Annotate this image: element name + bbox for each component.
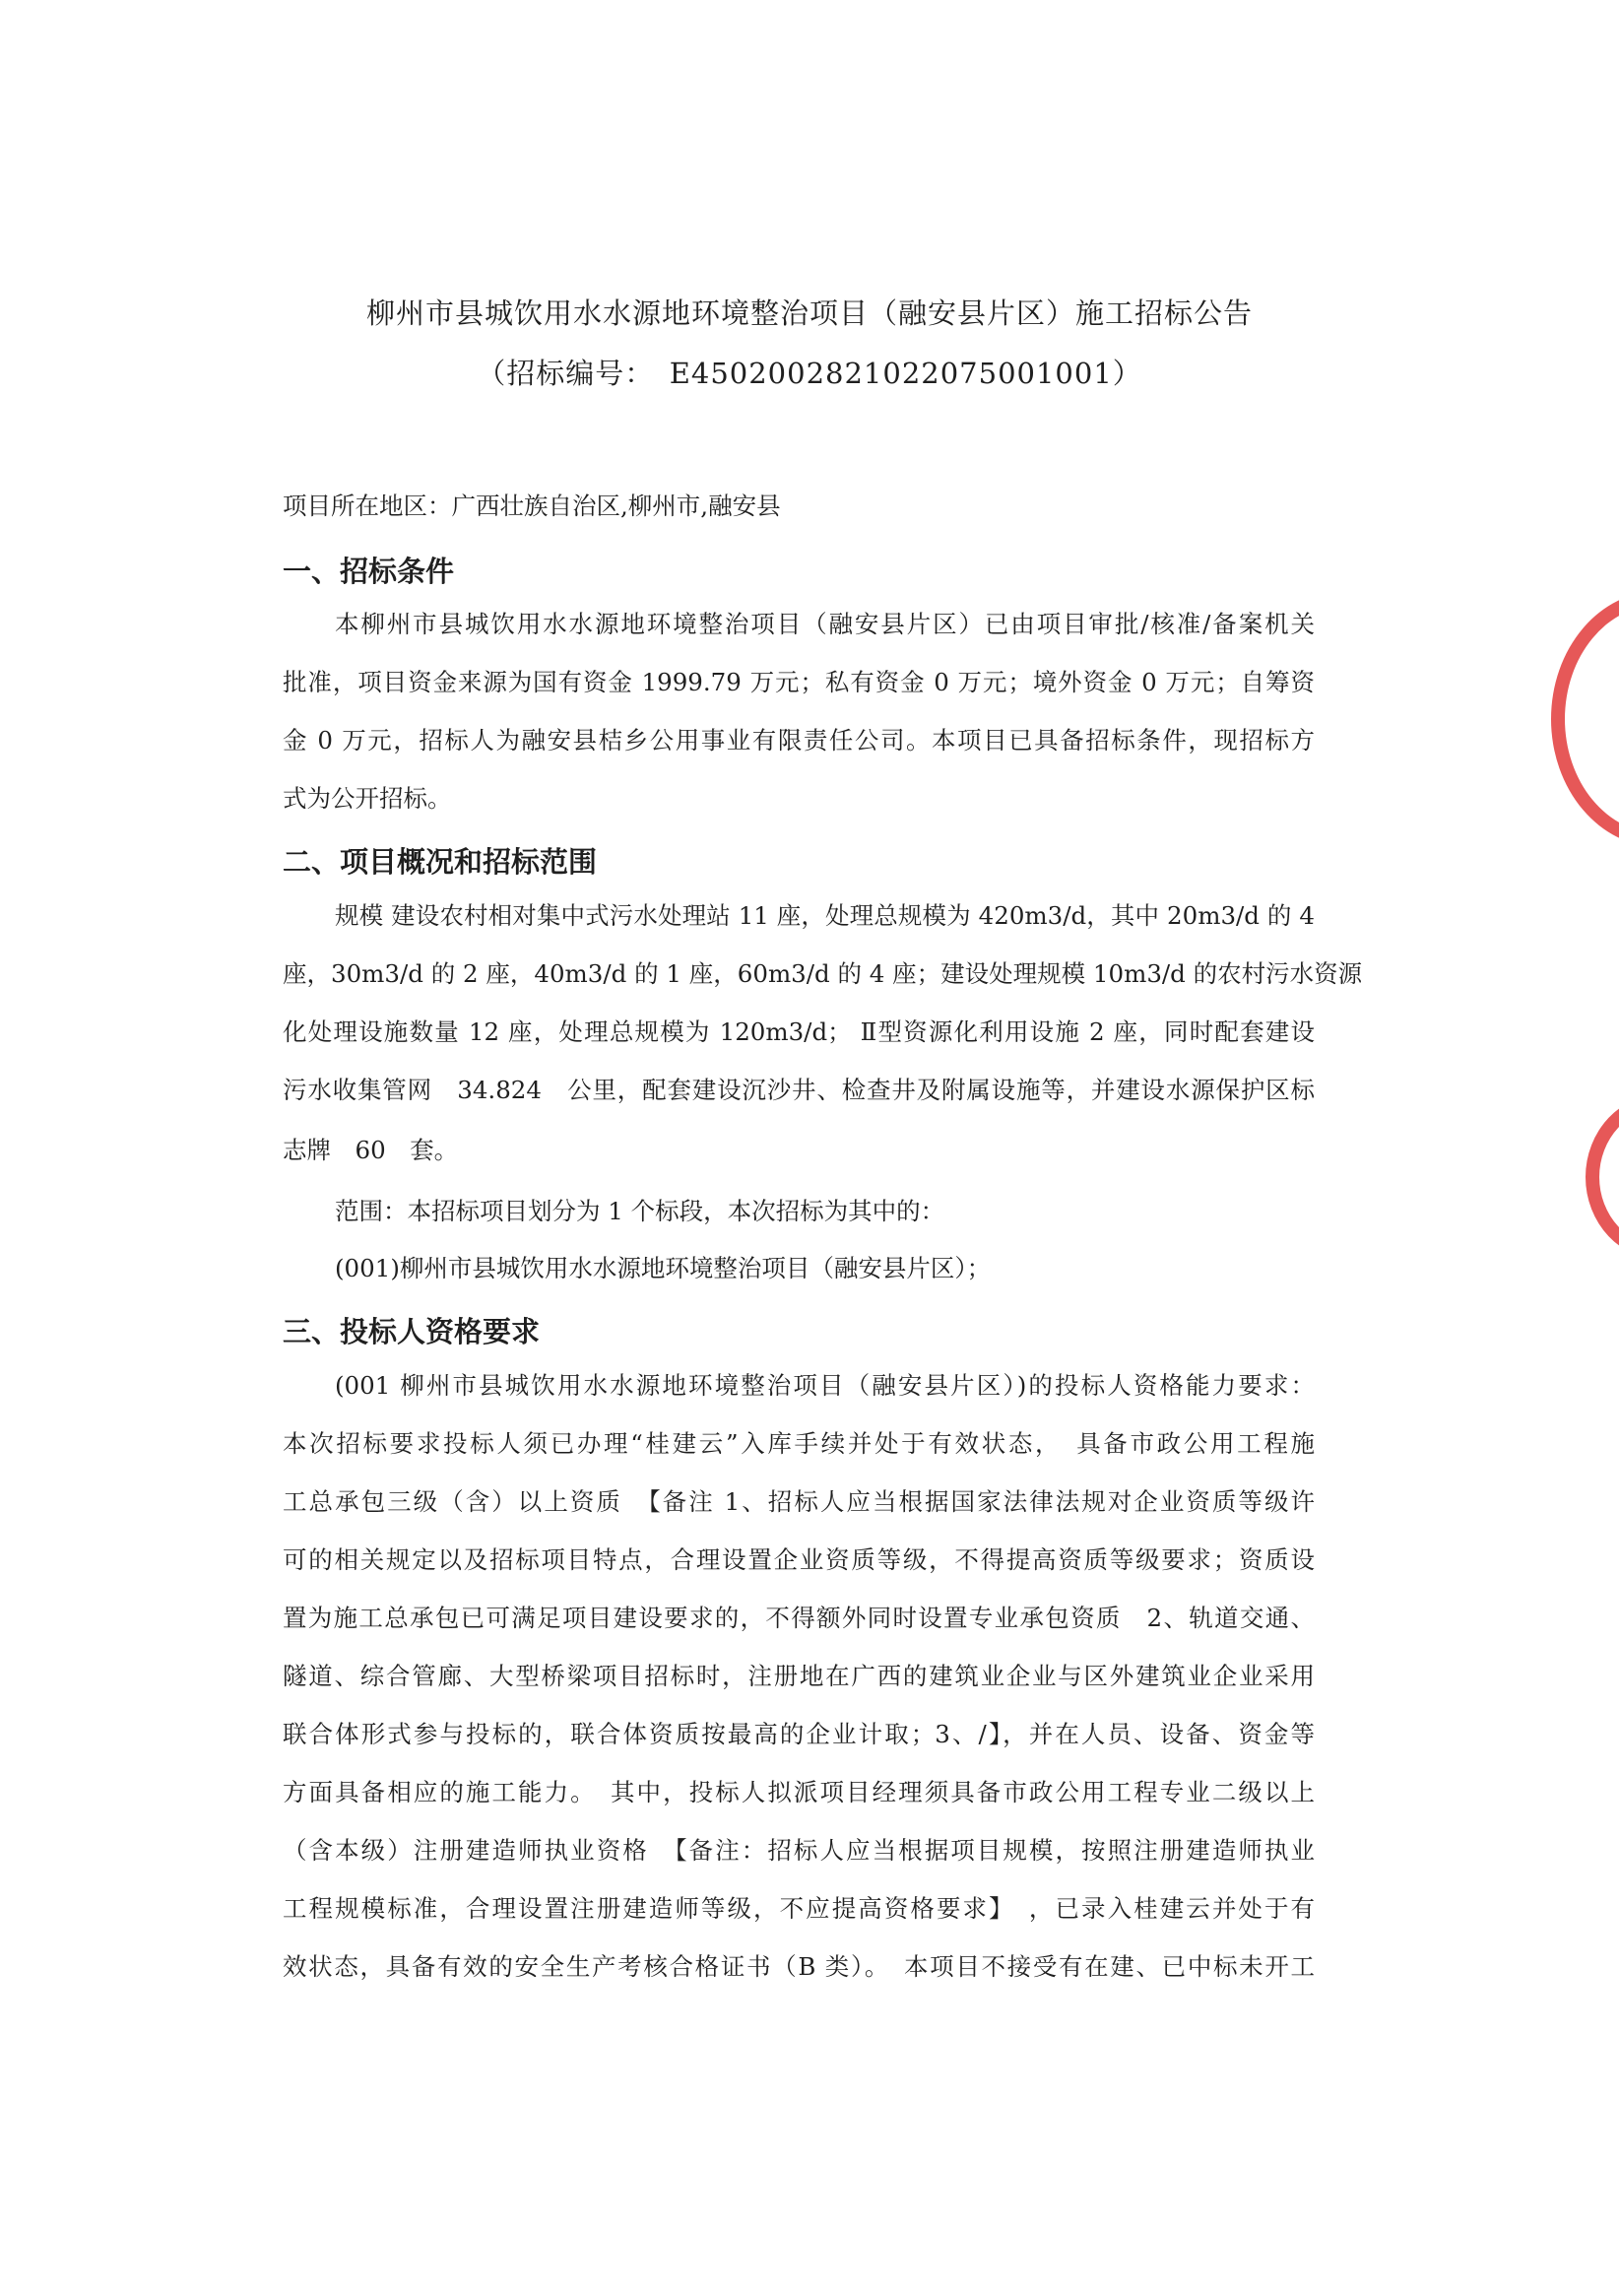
- section3-line: 效状态，具备有效的安全生产考核合格证书（B 类）。 本项目不接受有在建、已中标未开工: [283, 1952, 1315, 1981]
- section2-line: 规模 建设农村相对集中式污水处理站 11 座，处理总规模为 420m3/d，其中 20m3/d 的 4: [335, 901, 1315, 930]
- section2-line: 志牌 60 套。: [283, 1136, 459, 1164]
- document-title: 柳州市县城饮用水水源地环境整治项目（融安县片区）施工招标公告: [365, 296, 1253, 330]
- tender-number: （招标编号： E4502002821022075001001）: [477, 357, 1142, 390]
- section2-line: 污水收集管网 34.824 公里，配套建设沉沙井、检查井及附属设施等，并建设水源保护区标: [283, 1076, 1315, 1104]
- seal-stamp: [1551, 591, 1619, 847]
- section1-line: 本柳州市县城饮用水水源地环境整治项目（融安县片区）已由项目审批/核准/备案机关: [335, 610, 1315, 638]
- section3-line: 本次招标要求投标人须已办理“桂建云”入库手续并处于有效状态， 具备市政公用工程施: [283, 1429, 1315, 1458]
- section3-line: (001 柳州市县城饮用水水源地环境整治项目（融安县片区）)的投标人资格能力要求：: [335, 1371, 1315, 1400]
- section1-line: 金 0 万元，招标人为融安县桔乡公用事业有限责任公司。本项目已具备招标条件，现招标方: [283, 726, 1315, 754]
- seal-stamp: [1586, 1093, 1619, 1261]
- section2-line: 座，30m3/d 的 2 座，40m3/d 的 1 座，60m3/d 的 4 座；建设处理规模 10m3/d 的农村污水资源: [283, 959, 1363, 988]
- section1-line: 式为公开招标。: [283, 784, 452, 813]
- section3-line: 置为施工总承包已可满足项目建设要求的，不得额外同时设置专业承包资质 2、轨道交通、: [283, 1604, 1315, 1632]
- section1-line: 批准，项目资金来源为国有资金 1999.79 万元；私有资金 0 万元；境外资金 0 万元；自筹资: [283, 668, 1315, 696]
- section3-line: 可的相关规定以及招标项目特点，合理设置企业资质等级，不得提高资质等级要求；资质设: [283, 1545, 1315, 1574]
- section3-line: 方面具备相应的施工能力。 其中，投标人拟派项目经理须具备市政公用工程专业二级以上: [283, 1778, 1315, 1806]
- section-heading-1: 一、招标条件: [283, 555, 455, 588]
- section3-line: （含本级）注册建造师执业资格 【备注：招标人应当根据项目规模，按照注册建造师执业: [283, 1836, 1315, 1865]
- scope-text: 范围：本招标项目划分为 1 个标段，本次招标为其中的：: [335, 1197, 945, 1225]
- section3-line: 工总承包三级（含）以上资质 【备注 1、招标人应当根据国家法律法规对企业资质等级许: [283, 1487, 1315, 1516]
- section2-line: 化处理设施数量 12 座，处理总规模为 120m3/d； Ⅱ型资源化利用设施 2 座，同时配套建设: [283, 1017, 1315, 1046]
- section3-line: 联合体形式参与投标的，联合体资质按最高的企业计取；3、/】，并在人员、设备、资金等: [283, 1720, 1315, 1748]
- section-heading-2: 二、项目概况和招标范围: [283, 845, 598, 879]
- project-location: 项目所在地区：广西壮族自治区,柳州市,融安县: [283, 492, 781, 520]
- section3-line: 隧道、综合管廊、大型桥梁项目招标时，注册地在广西的建筑业企业与区外建筑业企业采用: [283, 1662, 1315, 1690]
- lot-text: (001)柳州市县城饮用水水源地环境整治项目（融安县片区）；: [335, 1254, 992, 1282]
- section-heading-3: 三、投标人资格要求: [283, 1315, 541, 1348]
- section3-line: 工程规模标准，合理设置注册建造师等级，不应提高资格要求】 ，已录入桂建云并处于有: [283, 1894, 1315, 1923]
